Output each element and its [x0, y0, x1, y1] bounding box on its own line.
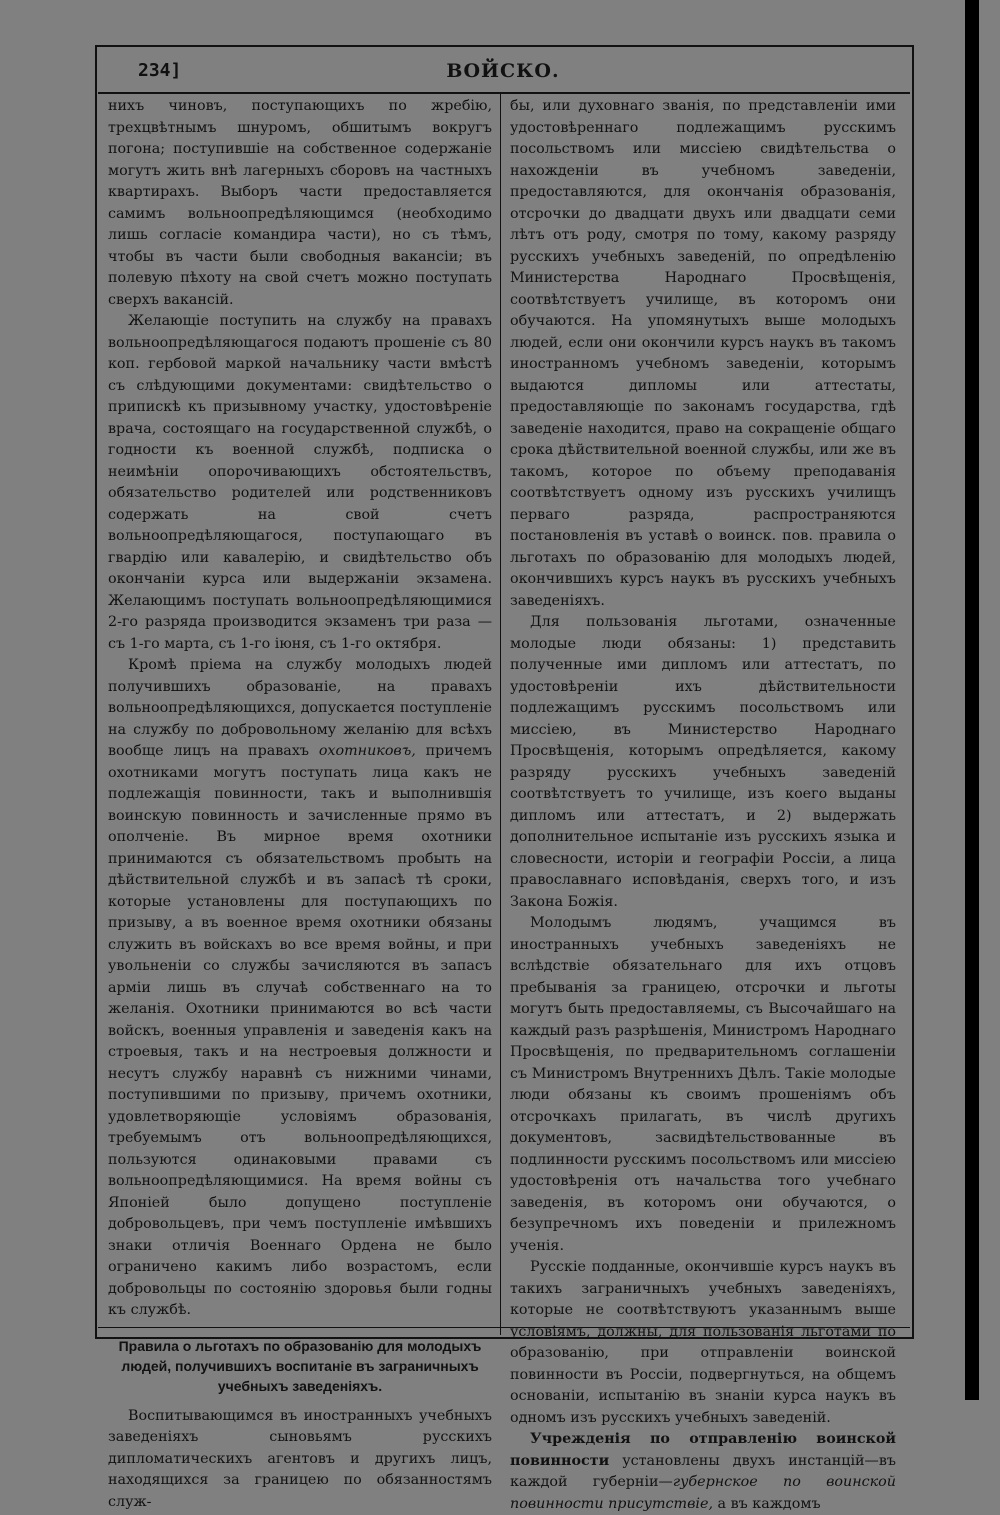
institutions-term: Учрежденія по отправленію воинской повинности [510, 1431, 896, 1469]
bottom-rule [98, 1327, 910, 1328]
right-paragraph-5-mid: установлены двухъ инстанцій—въ каждой губерніи— [510, 1452, 896, 1490]
right-paragraph-1: бы, или духовнаго званія, по представленіи ими удостовѣреннаго подлежащимъ русскимъ посольствомъ или миссіею свидѣтельства о нахожденіи въ учебномъ заведеніи, предоставляются, для окончанія образованія, отсрочки до двадцати двухъ или двадцати семи лѣтъ отъ роду, смотря по тому, какому разряду русскихъ учебныхъ заведеній, по опредѣленію Министерства Народнаго Просвѣщенія, соотвѣтствуетъ училище, въ которомъ они обучаются. На упомянутыхъ выше молодыхъ людей, если они окончили курсъ наукъ въ такомъ иностранномъ учебномъ заведеніи, которымъ выдаются дипломы или аттестаты, предоставляющіе по законамъ государства, гдѣ заведеніе находится, право на сокращеніе общаго срока дѣйствительной военной службы, или же въ такомъ, которое по объему преподаванія соотвѣтствуетъ одному изъ русскихъ училищъ перваго разряда, распространяются постановленія въ уставѣ о воинск. пов. правила о льготахъ по образованію для молодыхъ людей, окончившихъ курсъ наукъ въ русскихъ учебныхъ заведеніяхъ. [510, 98, 896, 609]
header-rule [98, 92, 910, 94]
left-paragraph-3-start: Кромѣ пріема на службу молодыхъ людей получившихъ образованіе, на правахъ вольноопредѣляющихся, допускается поступленіе на службу по добровольному желанію для всѣхъ вообще лицъ на правахъ [108, 657, 492, 759]
hunters-term: охотниковъ, [318, 743, 416, 759]
right-paragraph-4: Русскіе подданные, окончившіе курсъ наукъ въ такихъ заграничныхъ учебныхъ заведеніяхъ, которые не соотвѣтствуютъ указаннымъ выше условіямъ, должны, для пользованія льготами по образованію, при отправленіи воинской повинности въ Россіи, подвергнуться, на общемъ основаніи, испытанію въ знаніи курса наукъ въ одномъ изъ русскихъ учебныхъ заведеній. [510, 1259, 896, 1426]
column-divider [500, 94, 501, 1335]
page-header [138, 60, 868, 90]
left-paragraph-3 [108, 655, 492, 1322]
scan-edge-strip [965, 0, 979, 1400]
right-column [510, 96, 896, 1515]
right-paragraph-5-end: а въ каждомъ [713, 1495, 821, 1512]
page-number: 234] [138, 60, 182, 81]
left-paragraph-3-end: причемъ охотниками могутъ поступать лица какъ не подлежащія повинности, такъ и выполнившія воинскую повинность и зачисленные прямо въ ополченіе. Въ мирное время охотники принимаются съ обязательствомъ пробыть на дѣйствительной службѣ и въ запасѣ тѣ сроки, которые установлены для поступающихъ по призыву, а въ военное время охотники обязаны служить въ войскахъ во все время войны, и при увольненіи со службы зачисляются въ запасъ арміи лишь въ случаѣ собственнаго на то желанія. Охотники принимаются во всѣ части войскъ, военныя управленія и заведенія какъ на строевыя, такъ и на нестроевыя должности и несутъ службу наравнѣ съ нижними чинами, поступившими по призыву, причемъ охотники, удовлетворяющіе условіямъ образованія, требуемымъ отъ вольноопредѣляющихся, пользуются одинаковыми правами съ вольноопредѣляющимися. На время войны съ Японіей было допущено поступленіе добровольцевъ, при чемъ поступленіе имѣвшихъ знаки отличія Военнаго Ордена не было ограничено какимъ либо возрастомъ, если добровольцы по состоянію здоровья были годны къ службѣ. [108, 743, 492, 1318]
left-column [108, 96, 492, 1513]
left-paragraph-1: нихъ чиновъ, поступающихъ по жребію, трехцвѣтнымъ шнуромъ, обшитымъ вокругъ погона; поступившіе на собственное содержаніе могутъ жить внѣ лагерныхъ сборовъ на частныхъ квартирахъ. Выборъ части предоставляется самимъ вольноопредѣляющимся (необходимо лишь согласіе командира части), но съ тѣмъ, чтобы въ части были свободныя вакансіи; въ полевую пѣхоту на свой счетъ можно поступать сверхъ вакансій. [108, 98, 492, 308]
provincial-board-term: губернское по воинской повинности присутствіе, [510, 1474, 896, 1512]
right-paragraph-5 [510, 1429, 896, 1515]
left-paragraph-2: Желающіе поступить на службу на правахъ вольноопредѣляющагося подаютъ прошеніе съ 80 коп. гербовой маркой начальнику части вмѣстѣ съ слѣдующими документами: свидѣтельство о припискѣ къ призывному участку, удостовѣреніе врача, состоящаго на государственной службѣ, о годности къ военной службѣ, подписка о неимѣніи опорочивающихъ обстоятельствъ, обязательство родителей или родственниковъ содержать на свой счетъ вольноопредѣляющагося, поступающаго въ гвардію или кавалерію, и свидѣтельство объ окончаніи курса или выдержаніи экзамена. Желающимъ поступать вольноопредѣляющимися 2-го разряда производится экзаменъ три раза — съ 1-го марта, съ 1-го іюня, съ 1-го октября. [108, 313, 492, 652]
section-heading: Правила о льготахъ по образованію для молодыхъ людей, получившихъ воспитаніе въ заграничныхъ учебныхъ заведеніяхъ. [118, 1337, 482, 1394]
right-paragraph-3: Молодымъ людямъ, учащимся въ иностранныхъ учебныхъ заведеніяхъ не вслѣдствіе обязательнаго для ихъ отцовъ пребыванія за границею, отсрочки и льготы могутъ быть предоставляемы, съ Высочайшаго на каждый разъ разрѣшенія, Министромъ Народнаго Просвѣщенія, по предварительномъ соглашеніи съ Министромъ Внутреннихъ Дѣлъ. Такіе молодые люди обязаны къ своимъ прошеніямъ объ отсрочкахъ прилагать, въ числѣ другихъ документовъ, засвидѣтельствованные въ подлинности русскимъ посольствомъ или миссіею удостовѣренія отъ начальства того учебнаго заведенія, въ которомъ они обучаются, о безупречномъ ихъ поведеніи и прилежномъ ученія. [510, 915, 896, 1254]
right-paragraph-2: Для пользованія льготами, означенные молодые люди обязаны: 1) представить полученные ими дипломъ или аттестатъ, по удостовѣреніи ихъ дѣйствительности подлежащимъ русскимъ посольствомъ или миссіею, въ Министерство Народнаго Просвѣщенія, которымъ опредѣляется, какому разряду русскихъ учебныхъ заведеній соотвѣтствуетъ то училище, изъ коего выданы дипломъ или аттестатъ, и 2) выдержать дополнительное испытаніе изъ русскихъ языка и словесности, исторіи и географіи Россіи, а лица православнаго исповѣданія, сверхъ того, и изъ Закона Божія. [510, 614, 896, 910]
running-title: ВОЙСКО. [446, 60, 560, 82]
left-paragraph-4: Воспитывающимся въ иностранныхъ учебныхъ заведеніяхъ сыновьямъ русскихъ дипломатическихъ агентовъ и другихъ лицъ, находящихся за границею по обязанностямъ служ- [108, 1407, 492, 1510]
